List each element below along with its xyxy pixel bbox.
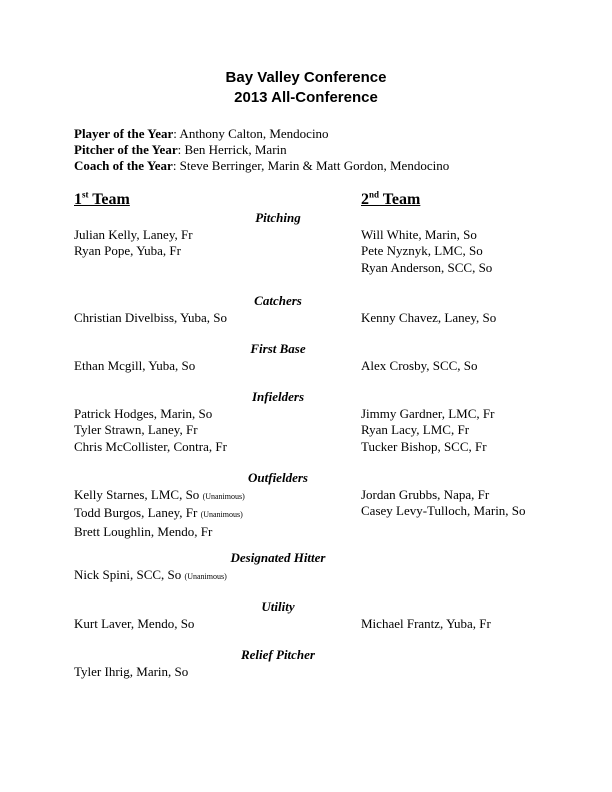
unanimous-note: (Unanimous) [184,572,227,581]
second-team-heading [361,191,420,209]
player-entry [361,439,494,455]
player-name: Christian Divelbiss, Yuba, So [74,310,227,325]
award-value: : Anthony Calton, Mendocino [173,126,329,141]
second-team-outfielders-list [361,487,526,520]
second-team-utility-list [361,616,491,632]
player-entry [361,358,478,374]
player-entry [361,227,492,243]
award-value: : Steve Berringer, Marin & Matt Gordon, Mendocino [172,158,450,173]
first-team-infielders-list [74,406,227,455]
player-entry [74,524,245,540]
player-entry [361,487,526,503]
player-entry [74,487,245,505]
player-entry [361,243,492,259]
player-entry [361,310,496,326]
player-name: Tyler Strawn, Laney, Fr [74,422,198,438]
player-entry [361,260,492,276]
category-pitching-heading: Pitching [255,210,301,225]
team-word: Team [88,191,130,208]
player-name: Will White, Marin, So [361,227,477,242]
award-label: Player of the Year [74,126,174,141]
second-team-pitching-list [361,227,492,276]
player-name: Pete Nyznyk, LMC, So [361,243,483,259]
category-outfielders-heading: Outfielders [248,470,308,485]
unanimous-note: (Unanimous) [202,492,245,501]
player-name: Jimmy Gardner, LMC, Fr [361,406,495,421]
player-entry [74,505,245,523]
team-ordinal: st [82,189,89,200]
player-entry [74,243,193,259]
player-name: Kelly Starnes, LMC, So [74,487,200,502]
player-name: Alex Crosby, SCC, So [361,358,478,373]
player-name: Jordan Grubbs, Napa, Fr [361,487,490,502]
player-name: Todd Burgos, Laney, Fr [74,505,198,521]
team-word: Team [379,191,421,208]
player-name: Nick Spini, SCC, So [74,567,182,582]
award-label: Pitcher of the Year [74,142,178,157]
award-player-of-year [74,126,329,142]
second-team-first-base-list [361,358,478,374]
player-entry [74,358,195,374]
player-name: Kenny Chavez, Laney, So [361,310,497,325]
category-catchers-heading: Catchers [254,293,302,308]
player-entry [74,406,227,422]
award-value: : Ben Herrick, Marin [177,142,287,157]
player-name: Chris McCollister, Contra, Fr [74,438,227,454]
unanimous-note: (Unanimous) [200,510,243,520]
player-name: Ryan Anderson, SCC, So [361,259,493,275]
second-team-infielders-list [361,406,494,455]
player-name: Patrick Hodges, Marin, So [74,406,213,421]
player-entry [361,422,494,438]
player-name: Michael Frantz, Yuba, Fr [361,616,491,631]
award-pitcher-of-year [74,142,287,158]
player-name: Ryan Pope, Yuba, Fr [74,243,181,259]
player-name: Tucker Bishop, SCC, Fr [361,438,487,454]
player-name: Brett Loughlin, Mendo, Fr [74,523,213,539]
category-first-base-heading: First Base [250,341,306,356]
first-team-designated-hitter-list [74,567,227,585]
category-designated-hitter-heading: Designated Hitter [230,550,326,565]
player-entry [361,406,494,422]
player-name: Kurt Laver, Mendo, So [74,616,195,631]
team-number: 2 [361,191,369,208]
player-entry [74,439,227,455]
player-entry [74,422,227,438]
category-infielders-heading: Infielders [252,389,304,404]
first-team-first-base-list [74,358,195,374]
first-team-utility-list [74,616,194,632]
player-name: Ethan Mcgill, Yuba, So [74,358,196,373]
player-name: Tyler Ihrig, Marin, So [74,664,189,679]
first-team-catchers-list [74,310,227,326]
second-team-catchers-list [361,310,496,326]
player-entry [74,310,227,326]
team-number: 1 [74,191,82,208]
first-team-relief-pitcher-list [74,664,188,680]
category-relief-pitcher-heading: Relief Pitcher [240,647,315,662]
first-team-heading [74,191,130,209]
first-team-pitching-list [74,227,193,260]
player-entry [74,567,227,585]
player-name: Casey Levy-Tulloch, Marin, So [361,503,526,519]
award-label: Coach of the Year [74,158,173,173]
player-entry [74,227,193,243]
player-entry [361,503,526,519]
conference-title: Bay Valley Conference [225,69,387,86]
player-name: Julian Kelly, Laney, Fr [74,227,193,242]
category-utility-heading: Utility [261,599,295,614]
player-entry [74,616,194,632]
document-subtitle: 2013 All-Conference [234,89,378,106]
first-team-outfielders-list [74,487,245,540]
team-ordinal: nd [369,189,380,200]
award-coach-of-year [74,158,449,174]
player-name: Ryan Lacy, LMC, Fr [361,422,470,438]
player-entry [361,616,491,632]
player-entry [74,664,188,680]
